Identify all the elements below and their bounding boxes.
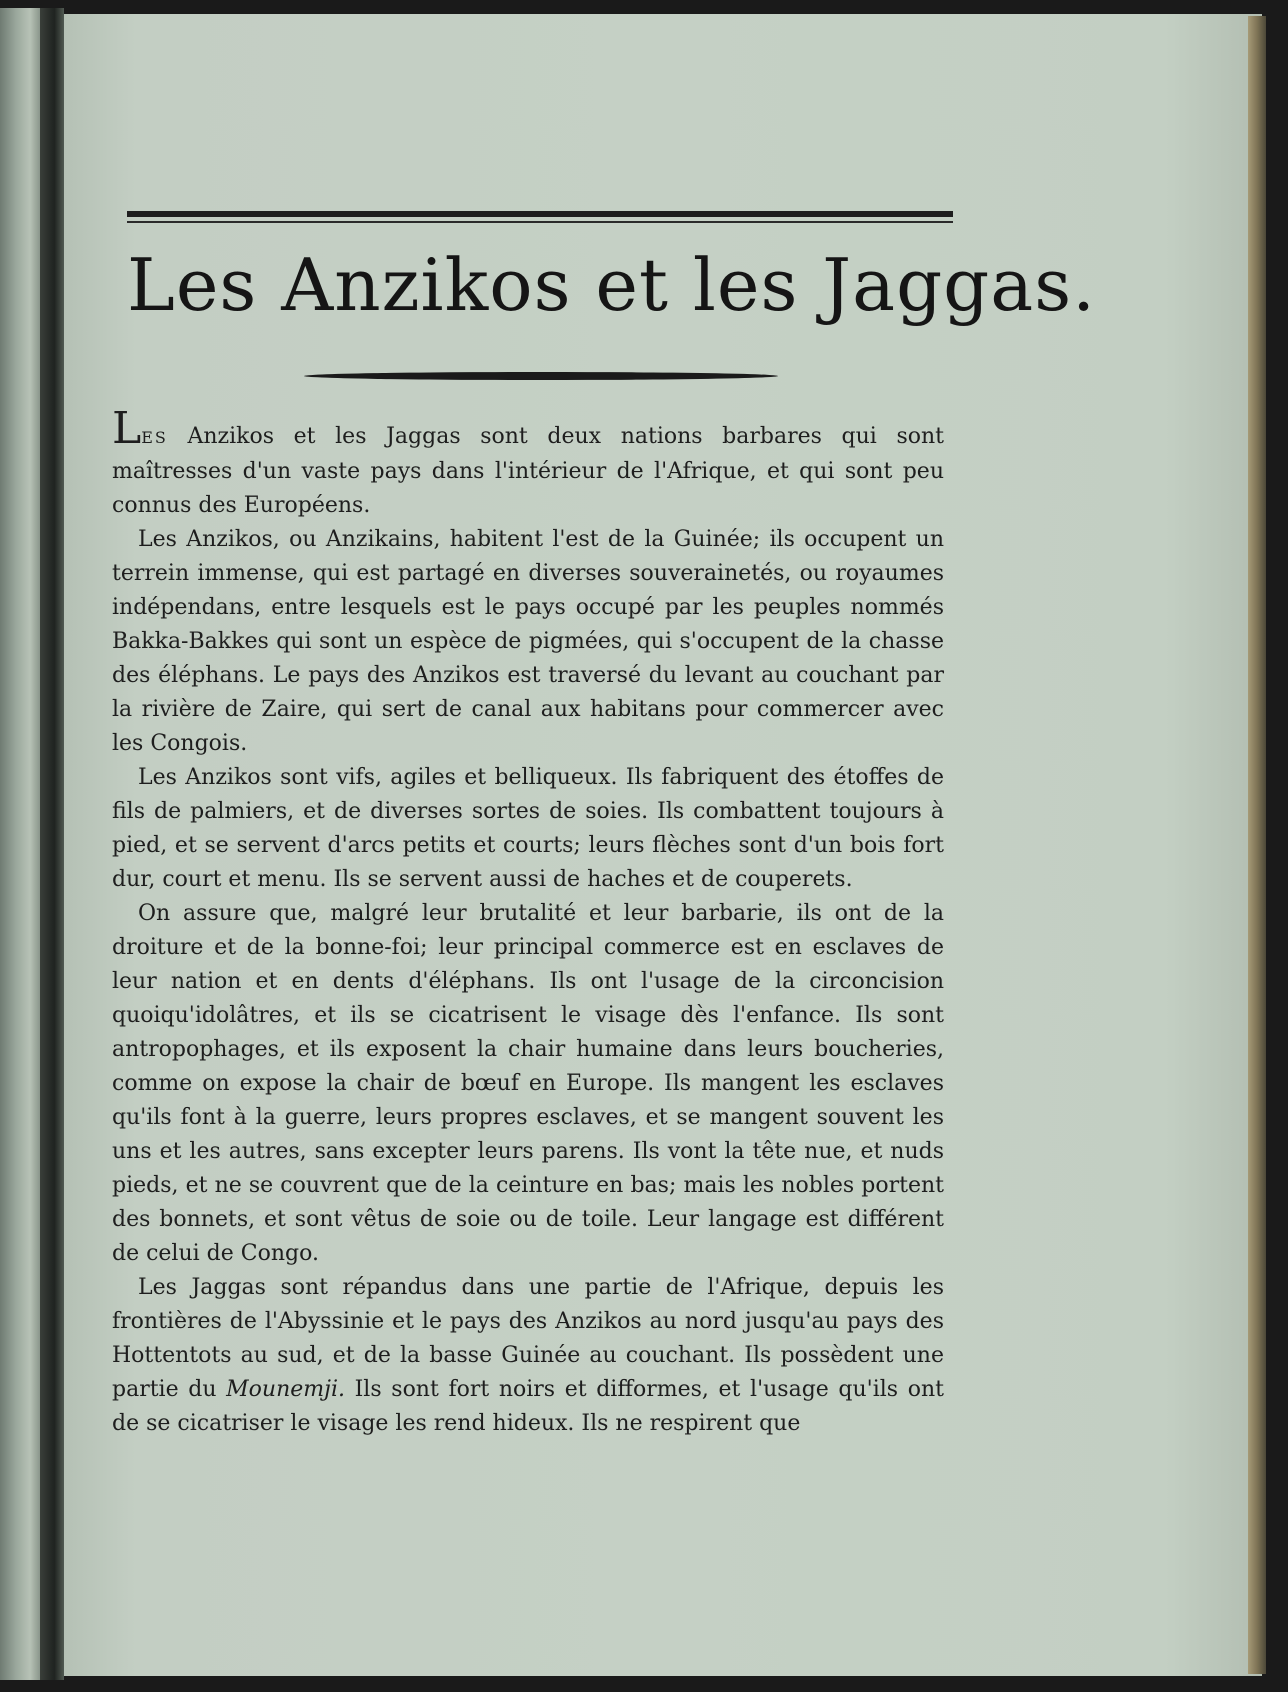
paragraph-1 bbox=[112, 403, 944, 523]
top-rule-thin bbox=[127, 221, 953, 223]
paragraph-2: Les Anzikos, ou Anzikains, habitent l'est de la Guinée; ils occupent un terrein immense, qui est partagé en diverses souverainetés, ou royaumes indépendans, entre lesquels est le pays occupé par les peuples nommés Bakka-Bakkes qui sont un espèce de pigmées, qui s'occupent de la chasse des éléphans. Le pays des Anzikos est traversé du levant au couchant par la rivière de Zaire, qui sert de canal aux habitans pour commercer avec les Congois. bbox=[112, 527, 944, 756]
page-stack-edge bbox=[1248, 16, 1266, 1674]
paragraph-5 bbox=[112, 1271, 944, 1441]
paragraph-4: On assure que, malgré leur brutalité et leur barbarie, ils ont de la droiture et de la bonne-foi; leur principal commerce est en esclaves de leur nation et en dents d'éléphans. Ils ont l'usage de la circoncision quoiqu'idolâtres, et ils se cicatrisent le visage dès l'enfance. Ils sont antropophages, et ils exposent la chair humaine dans leurs boucheries, comme on expose la chair de bœuf en Europe. Ils mangent les esclaves qu'ils font à la guerre, leurs propres esclaves, et se mangent souvent les uns et les autres, sans excepter leurs parens. Ils vont la tête nue, et nuds pieds, et ne se couvrent que de la ceinture en bas; mais les nobles portent des bonnets, et sont vêtus de soie ou de toile. Leur langage est différent de celui de Congo. bbox=[112, 901, 944, 1266]
paragraph-5-text-b: Ils sont fort noirs et difformes, et l'usage qu'ils ont de se cicatriser le visage les rend hideux. Ils ne respirent que bbox=[112, 1377, 944, 1436]
paragraph-3: Les Anzikos sont vifs, agiles et belliqueux. Ils fabriquent des étoffes de fils de palmiers, et de diverses sortes de soies. Ils combattent toujours à pied, et se servent d'arcs petits et courts; leurs flèches sont d'un bois fort dur, court et menu. Ils se servent aussi de haches et de couperets. bbox=[112, 765, 944, 892]
drop-cap: L bbox=[112, 403, 142, 454]
facing-page-edge bbox=[0, 8, 40, 1680]
place-name-italic: Mounemji. bbox=[226, 1377, 345, 1402]
body-text bbox=[112, 403, 944, 1441]
paragraph-1-text: Anzikos et les Jaggas sont deux nations barbares qui sont maîtresses d'un vaste pays dans l'intérieur de l'Afrique, et qui sont peu connus des Européens. bbox=[112, 424, 944, 518]
title-ornament-rule bbox=[304, 372, 778, 380]
top-rule bbox=[127, 211, 953, 217]
paragraph-5-text-a: Les Jaggas sont répandus dans une partie de l'Afrique, depuis les frontières de l'Abyssinie et le pays des Anzikos au nord jusqu'au pays des Hottentots au sud, et de la basse Guinée au couchant. Ils possèdent une partie du bbox=[112, 1275, 944, 1402]
page-title: Les Anzikos et les Jaggas. bbox=[127, 243, 1097, 327]
small-caps: ES bbox=[141, 428, 168, 447]
book-gutter bbox=[40, 8, 64, 1680]
